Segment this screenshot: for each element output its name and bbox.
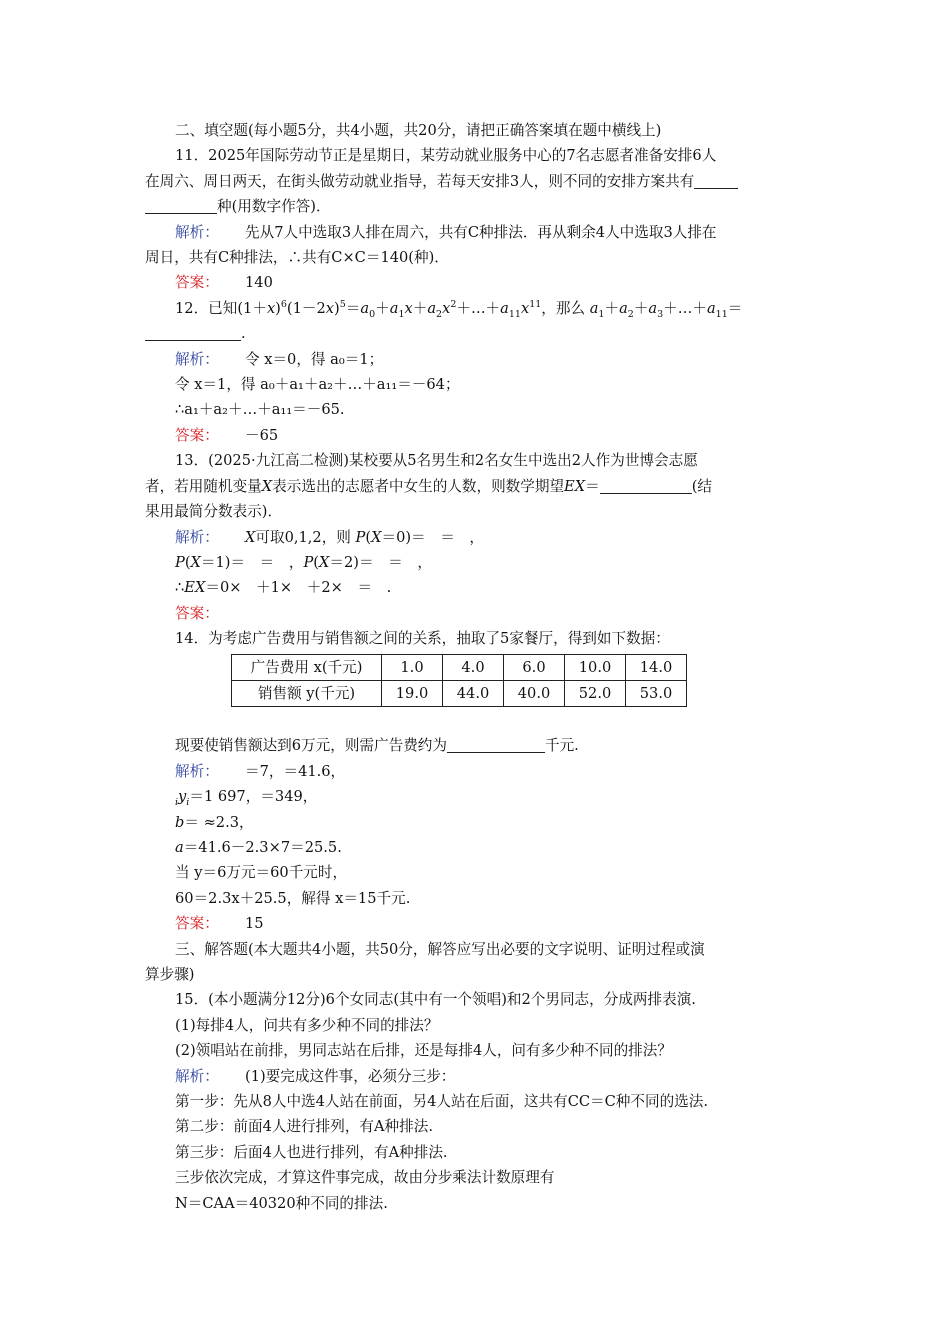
table-cell: 14.0 — [626, 654, 687, 680]
q14-solution-5: 当 y＝6万元＝60千元时， — [175, 864, 348, 882]
q15-part-1: (1)每排4人，问共有多少种不同的排法？ — [175, 1016, 439, 1034]
section-2-heading: 二、填空题(每小题5分，共4小题，共20分，请把正确答案填在题中横线上) — [175, 122, 662, 139]
row-header: 广告费用 x(千元) — [232, 654, 382, 680]
q15-step-2: 第二步：前面4人进行排列，有A种排法. — [175, 1118, 433, 1136]
table-cell: 1.0 — [382, 654, 443, 680]
analysis-label: 解析： — [175, 528, 219, 546]
q12-line-2: . — [145, 321, 813, 346]
q14-solution-1: 解析： ＝7，＝41.6， — [145, 759, 813, 784]
q13-line-1: 13．(2025·九江高二检测)某校要从5名男生和2名女生中选出2人作为世博会志愿 — [175, 452, 698, 470]
answer-label: 答案： — [175, 604, 219, 622]
document-page — [145, 118, 813, 1216]
answer-blank — [694, 172, 738, 189]
q12-line-1: 12．已知$(1+x)^6(1-2x)^5=a_0+a_1x+a_2x^2+\dots+a_{11}x^{11}$，那么 $a_1+a_2+a_3+\dots+a_{11}=$ — [175, 298, 743, 320]
table-cell: 4.0 — [443, 654, 504, 680]
q14-question: 现要使销售额达到6万元，则需广告费约为 千元. — [175, 737, 579, 755]
q15-final: N＝CAA＝40320种不同的排法. — [175, 1194, 388, 1212]
q13-answer — [145, 601, 813, 626]
analysis-label: 解析： — [175, 762, 219, 780]
q14-solution-6: 60＝2.3x＋25.5，解得 x＝15千元. — [175, 889, 411, 907]
q12-answer: 答案： －65 — [145, 423, 813, 448]
section-3-heading: 三、解答题(本大题共4小题，共50分，解答应写出必要的文字说明、证明过程或演 — [175, 940, 705, 958]
analysis-label: 解析： — [175, 350, 219, 368]
q13-line-2: 者，若用随机变量X表示选出的志愿者中女生的人数，则数学期望EX＝ (结 — [145, 477, 712, 495]
table-cell: 53.0 — [626, 680, 687, 706]
answer-label: 答案： — [175, 426, 219, 444]
section-3-heading-cont: 算步骤) — [145, 966, 195, 983]
answer-blank — [447, 736, 545, 753]
q14-answer: 答案： 15 — [145, 911, 813, 936]
answer-blank — [600, 477, 692, 494]
table-cell: 19.0 — [382, 680, 443, 706]
q15-conclusion: 三步依次完成，才算这件事完成，故由分步乘法计数原理有 — [175, 1169, 555, 1187]
q14-solution-4: a＝41.6－2.3×7＝25.5. — [175, 838, 342, 856]
table-row — [232, 654, 687, 680]
table-cell: 10.0 — [565, 654, 626, 680]
q15-line-1: 15．(本小题满分12分)6个女同志(其中有一个领唱)和2个男同志，分成两排表演. — [175, 991, 696, 1009]
q14-solution-3: b＝ ≈2.3， — [175, 813, 254, 831]
answer-label: 答案： — [175, 915, 219, 933]
table-cell: 40.0 — [504, 680, 565, 706]
q12-solution-3: ∴a₁＋a₂＋…＋a₁₁＝－65. — [175, 401, 345, 419]
q11-line-1: 11．2025年国际劳动节正是星期日，某劳动就业服务中心的7名志愿者准备安排6人 — [175, 147, 717, 165]
table-row — [232, 680, 687, 706]
q11-line-3: 种(用数字作答)． — [145, 194, 813, 219]
table-cell: 52.0 — [565, 680, 626, 706]
q13-solution-3: ∴EX＝0× ＋1× ＋2× ＝ . — [175, 579, 392, 597]
answer-blank — [145, 197, 217, 214]
q11-solution-2: 周日，共有C种排法，∴共有C×C＝140(种)． — [145, 249, 449, 267]
q14-solution-2: $_iy_i=1$ 697，＝349， — [175, 788, 318, 809]
q15-part-2: (2)领唱站在前排，男同志站在后排，还是每排4人，问有多少种不同的排法？ — [175, 1042, 672, 1060]
q14-line-1: 14．为考虑广告费用与销售额之间的关系，抽取了5家餐厅，得到如下数据： — [175, 630, 670, 648]
q13-line-3: 果用最简分数表示)． — [145, 503, 283, 521]
q12-solution-1: 解析： 令 x＝0，得 a₀＝1； — [145, 347, 813, 372]
q15-step-1: 第一步：先从8人中选4人站在前面，另4人站在后面，这共有CC＝C种不同的选法. — [175, 1093, 708, 1111]
answer-label: 答案： — [175, 274, 219, 292]
q12-solution-2: 令 x＝1，得 a₀＋a₁＋a₂＋…＋a₁₁＝－64； — [175, 376, 460, 394]
table-cell: 44.0 — [443, 680, 504, 706]
q11-answer: 答案： 140 — [145, 270, 813, 295]
q11-solution-1: 解析： 先从7人中选取3人排在周六，共有C种排法．再从剩余4人中选取3人排在 — [145, 220, 813, 245]
analysis-label: 解析： — [175, 1067, 219, 1085]
q15-solution-0: 解析： (1)要完成这件事，必须分三步： — [145, 1064, 813, 1089]
q13-solution-1: 解析： X可取0,1,2，则 P(X＝0)＝ ＝ ， — [145, 525, 813, 550]
data-table — [231, 654, 687, 708]
answer-blank — [145, 324, 241, 341]
table-cell: 6.0 — [504, 654, 565, 680]
row-header: 销售额 y(千元) — [232, 680, 382, 706]
q13-solution-2: P(X＝1)＝ ＝ ，P(X＝2)＝ ＝ ， — [175, 553, 432, 571]
q11-line-2: 在周六、周日两天，在街头做劳动就业指导，若每天安排3人，则不同的安排方案共有 — [145, 169, 813, 194]
q15-step-3: 第三步：后面4人也进行排列，有A种排法. — [175, 1143, 448, 1161]
analysis-label: 解析： — [175, 223, 219, 241]
